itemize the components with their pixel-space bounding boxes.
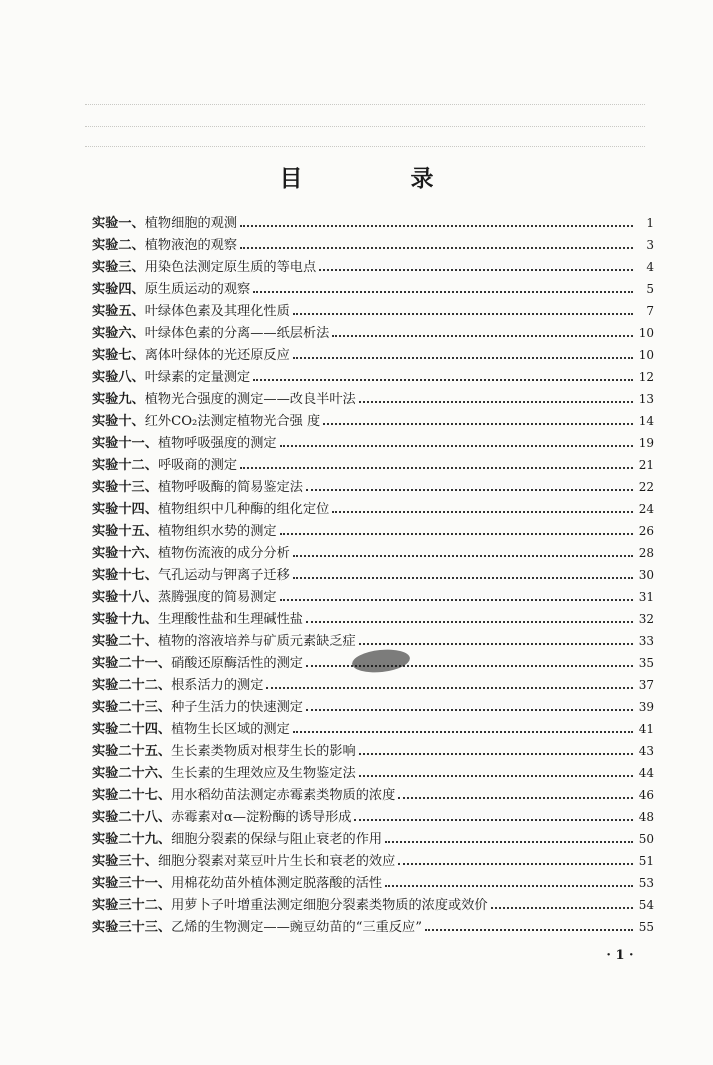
entry-page: 1: [646, 216, 654, 230]
toc-entry: [92, 322, 654, 344]
toc-entry: [92, 520, 654, 542]
toc-entry: [92, 608, 654, 630]
entry-title: 用萝卜子叶增重法测定细胞分裂素类物质的浓度或效价: [171, 898, 488, 913]
dot-leader: [359, 643, 633, 645]
toc-entry: [92, 300, 654, 322]
toc-entry: [92, 564, 654, 586]
dot-leader: [293, 577, 633, 579]
toc-entry: [92, 916, 654, 938]
entry-page: 3: [646, 238, 654, 252]
entry-label: 实验三、: [92, 260, 145, 275]
entry-title: 植物光合强度的测定——改良半叶法: [144, 392, 356, 407]
toc-entry: [92, 674, 654, 696]
entry-label: 实验二十三、: [92, 700, 172, 715]
entry-label: 实验十一、: [92, 436, 158, 451]
toc-entry: [92, 278, 654, 300]
entry-title: 硝酸还原酶活性的测定: [171, 656, 303, 671]
entry-page: 13: [638, 392, 654, 406]
toc-entry: [92, 388, 654, 410]
dot-leader: [266, 687, 633, 689]
entry-label: 实验三十二、: [92, 898, 172, 913]
dot-leader: [398, 863, 633, 865]
entry-label: 实验二十五、: [92, 744, 172, 759]
dot-leader: [240, 247, 633, 249]
entry-label: 实验二十一、: [92, 656, 172, 671]
entry-title: 植物呼吸强度的测定: [157, 436, 277, 451]
entry-page: 12: [638, 370, 654, 384]
toc-entry: [92, 432, 654, 454]
entry-label: 实验七、: [92, 348, 145, 363]
entry-page: 22: [638, 480, 654, 494]
dot-leader: [359, 401, 633, 403]
entry-label: 实验十六、: [92, 546, 158, 561]
dot-leader: [359, 775, 633, 777]
bleed-through-line: [85, 146, 645, 149]
dot-leader: [319, 269, 633, 271]
entry-title: 用水稻幼苗法测定赤霉素类物质的浓度: [171, 788, 396, 803]
entry-page: 48: [638, 810, 654, 824]
toc-entry: [92, 850, 654, 872]
dot-leader: [491, 907, 633, 909]
entry-title: 植物液泡的观察: [144, 238, 238, 253]
bleed-through-line: [85, 126, 645, 129]
toc-entry: [92, 762, 654, 784]
entry-label: 实验三十三、: [92, 920, 172, 935]
entry-title: 根系活力的测定: [171, 678, 264, 693]
entry-page: 54: [638, 898, 654, 912]
dot-leader: [253, 291, 633, 293]
entry-title: 细胞分裂素对菜豆叶片生长和衰老的效应: [157, 854, 396, 869]
toc-entry: [92, 476, 654, 498]
toc-entry: [92, 256, 654, 278]
entry-page: 35: [638, 656, 654, 670]
entry-label: 实验三十一、: [92, 876, 172, 891]
entry-title: 生理酸性盐和生理碱性盐: [157, 612, 303, 627]
toc-entry: [92, 410, 654, 432]
dot-leader: [332, 335, 633, 337]
dot-leader: [398, 797, 633, 799]
toc-entry: [92, 212, 654, 234]
entry-title: 种子生活力的快速测定: [171, 700, 303, 715]
entry-title: 细胞分裂素的保绿与阻止衰老的作用: [171, 832, 383, 847]
entry-label: 实验九、: [92, 392, 145, 407]
entry-page: 24: [638, 502, 654, 516]
entry-label: 实验十三、: [92, 480, 158, 495]
toc-entry: [92, 718, 654, 740]
entry-page: 44: [638, 766, 654, 780]
entry-label: 实验二十九、: [92, 832, 172, 847]
dot-leader: [280, 445, 633, 447]
entry-page: 10: [638, 326, 654, 340]
toc-entry: [92, 630, 654, 652]
entry-page: 19: [638, 436, 654, 450]
entry-title: 用棉花幼苗外植体测定脱落酸的活性: [171, 876, 383, 891]
entry-page: 46: [638, 788, 654, 802]
entry-page: 53: [638, 876, 654, 890]
toc-entry: [92, 454, 654, 476]
entry-page: 51: [638, 854, 654, 868]
entry-title: 生长素类物质对根芽生长的影响: [171, 744, 356, 759]
entry-label: 实验八、: [92, 370, 145, 385]
entry-page: 28: [638, 546, 654, 560]
entry-title: 气孔运动与钾离子迁移: [157, 568, 290, 583]
entry-label: 实验十二、: [92, 458, 158, 473]
dot-leader: [293, 357, 633, 359]
dot-leader: [306, 489, 633, 491]
toc-entry: [92, 542, 654, 564]
dot-leader: [280, 599, 633, 601]
entry-label: 实验四、: [92, 282, 145, 297]
entry-label: 实验二十二、: [92, 678, 172, 693]
entry-title: 原生质运动的观察: [144, 282, 251, 297]
entry-label: 实验二、: [92, 238, 145, 253]
entry-page: 32: [638, 612, 654, 626]
dot-leader: [385, 841, 633, 843]
entry-page: 26: [638, 524, 654, 538]
entry-label: 实验二十六、: [92, 766, 172, 781]
dot-leader: [306, 621, 633, 623]
dot-leader: [253, 379, 633, 381]
toc-entry: [92, 784, 654, 806]
dot-leader: [293, 555, 633, 557]
entry-page: 4: [646, 260, 654, 274]
entry-label: 实验十四、: [92, 502, 158, 517]
entry-label: 实验二十、: [92, 634, 158, 649]
entry-label: 实验十五、: [92, 524, 158, 539]
entry-page: 31: [638, 590, 654, 604]
entry-page: 5: [646, 282, 654, 296]
entry-title: 乙烯的生物测定——豌豆幼苗的“三重反应”: [171, 920, 422, 935]
toc-entry: [92, 344, 654, 366]
entry-label: 实验一、: [92, 216, 145, 231]
entry-page: 14: [638, 414, 654, 428]
toc-entry: [92, 872, 654, 894]
entry-title: 叶绿体色素及其理化性质: [144, 304, 290, 319]
entry-title: 呼吸商的测定: [157, 458, 238, 473]
dot-leader: [240, 225, 633, 227]
toc-entry: [92, 828, 654, 850]
entry-label: 实验三十、: [92, 854, 158, 869]
entry-page: 30: [638, 568, 654, 582]
toc-entry: [92, 894, 654, 916]
table-of-contents: [92, 212, 654, 938]
entry-page: 43: [638, 744, 654, 758]
entry-page: 37: [638, 678, 654, 692]
entry-page: 50: [638, 832, 654, 846]
entry-title: 蒸腾强度的简易测定: [157, 590, 277, 605]
dot-leader: [332, 511, 633, 513]
entry-page: 7: [646, 304, 654, 318]
entry-title: 离体叶绿体的光还原反应: [144, 348, 290, 363]
toc-entry: [92, 806, 654, 828]
entry-label: 实验十九、: [92, 612, 158, 627]
toc-entry: [92, 498, 654, 520]
entry-title: 植物生长区域的测定: [171, 722, 290, 737]
page-number: · 1 ·: [606, 948, 634, 963]
entry-label: 实验十、: [92, 414, 145, 429]
entry-title: 赤霉素对α—淀粉酶的诱导形成: [171, 810, 352, 825]
entry-title: 红外CO₂法测定植物光合强 度: [144, 414, 321, 429]
dot-leader: [240, 467, 633, 469]
toc-entry: [92, 234, 654, 256]
entry-label: 实验二十七、: [92, 788, 172, 803]
toc-entry: [92, 740, 654, 762]
entry-page: 41: [638, 722, 654, 736]
entry-title: 生长素的生理效应及生物鉴定法: [171, 766, 356, 781]
dot-leader: [323, 423, 633, 425]
entry-title: 植物呼吸酶的简易鉴定法: [157, 480, 303, 495]
bleed-through-line: [85, 104, 645, 107]
entry-page: 33: [638, 634, 654, 648]
entry-label: 实验二十四、: [92, 722, 172, 737]
entry-label: 实验五、: [92, 304, 145, 319]
dot-leader: [359, 753, 633, 755]
dot-leader: [354, 819, 633, 821]
dot-leader: [306, 709, 633, 711]
entry-page: 10: [638, 348, 654, 362]
dot-leader: [425, 929, 633, 931]
entry-label: 实验二十八、: [92, 810, 172, 825]
entry-page: 21: [638, 458, 654, 472]
entry-page: 55: [638, 920, 654, 934]
dot-leader: [293, 731, 633, 733]
entry-title: 植物伤流液的成分分析: [157, 546, 290, 561]
entry-title: 植物细胞的观测: [144, 216, 238, 231]
page-title: 目 录: [279, 165, 484, 192]
entry-title: 植物组织中几种酶的组化定位: [157, 502, 330, 517]
entry-label: 实验十八、: [92, 590, 158, 605]
toc-entry: [92, 366, 654, 388]
toc-entry: [92, 696, 654, 718]
dot-leader: [385, 885, 633, 887]
entry-title: 用染色法测定原生质的等电点: [144, 260, 317, 275]
entry-label: 实验十七、: [92, 568, 158, 583]
dot-leader: [293, 313, 633, 315]
entry-title: 植物组织水势的测定: [157, 524, 277, 539]
entry-title: 植物的溶液培养与矿质元素缺乏症: [157, 634, 356, 649]
entry-page: 39: [638, 700, 654, 714]
dot-leader: [280, 533, 633, 535]
entry-title: 叶绿素的定量测定: [144, 370, 251, 385]
entry-label: 实验六、: [92, 326, 145, 341]
toc-entry: [92, 586, 654, 608]
entry-title: 叶绿体色素的分离——纸层析法: [144, 326, 330, 341]
